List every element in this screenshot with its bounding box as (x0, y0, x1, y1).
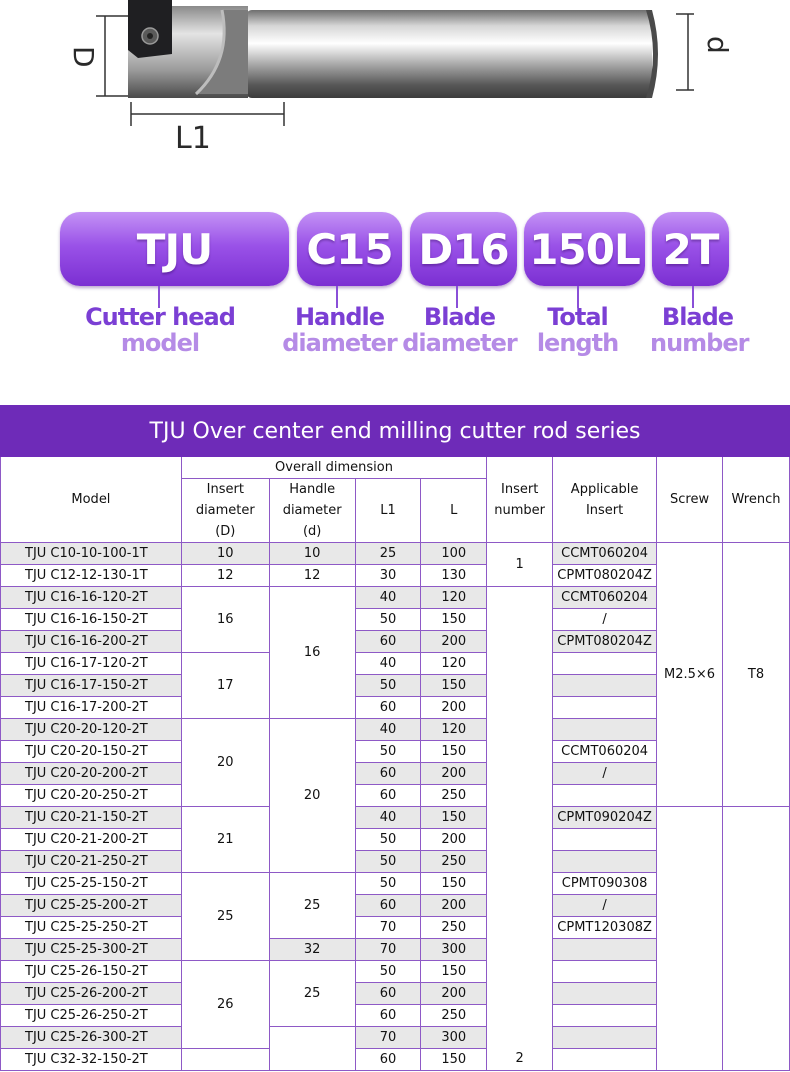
table-row: TJU C20-21-150-2T 21 40 150 CPMT090204Z (1, 807, 790, 829)
table-row: TJU C25-26-250-2T 60 250 (1, 1005, 790, 1027)
header-l1: L1 (355, 479, 421, 543)
caption-cutter-head-model: Cutter head model (85, 303, 235, 357)
insert-number-2: 2 (487, 587, 553, 1071)
table-row: TJU C16-16-200-2T 60 200 CPMT080204Z (1, 631, 790, 653)
dimension-d-label: d (701, 36, 734, 54)
table-row: TJU C25-25-300-2T 32 70 300 (1, 939, 790, 961)
code-segment-model: TJU (60, 212, 289, 286)
code-segment-blade-diameter: D16 (410, 212, 517, 286)
table-row: TJU C16-16-150-2T 50 150 / (1, 609, 790, 631)
header-insert-diameter: Insert diameter (D) (181, 479, 269, 543)
table-row: TJU C16-17-150-2T 50 150 (1, 675, 790, 697)
table-row: TJU C32-32-150-2T 60 150 (1, 1049, 790, 1071)
table-row: TJU C25-25-150-2T 25 25 50 150 CPMT090308 (1, 873, 790, 895)
dimension-L1-label: L1 (175, 121, 211, 156)
table-row: TJU C20-20-250-2T 60 250 (1, 785, 790, 807)
caption-blade-number: Blade number (650, 303, 749, 357)
header-handle-diameter: Handle diameter (d) (269, 479, 355, 543)
table-row: TJU C25-26-150-2T 26 25 50 150 (1, 961, 790, 983)
table-row: TJU C25-25-200-2T 60 200 / (1, 895, 790, 917)
wrench-value: T8 (723, 543, 790, 807)
tool-drawing (0, 0, 790, 160)
table-row: TJU C10-10-100-1T 10 10 25 100 1 CCMT060204 M2.5×6 T8 (1, 543, 790, 565)
code-segment-blade-number: 2T (652, 212, 729, 286)
table-row: TJU C16-16-120-2T 16 16 40 120 2 CCMT060204 (1, 587, 790, 609)
table-row: TJU C20-21-250-2T 50 250 (1, 851, 790, 873)
header-applicable-insert: Applicable Insert (553, 457, 657, 543)
table-row: TJU C12-12-130-1T 12 12 30 130 CPMT080204Z (1, 565, 790, 587)
spec-table (0, 405, 790, 1071)
header-model: Model (1, 457, 182, 543)
header-screw: Screw (657, 457, 723, 543)
caption-blade-diameter: Blade diameter (402, 303, 517, 357)
code-segment-handle: C15 (297, 212, 402, 286)
table-row: TJU C25-26-200-2T 60 200 (1, 983, 790, 1005)
insert-number-1: 1 (487, 543, 553, 587)
table-row: TJU C25-25-250-2T 70 250 CPMT120308Z (1, 917, 790, 939)
table-row: TJU C20-21-200-2T 50 200 (1, 829, 790, 851)
table-row: TJU C20-20-150-2T 50 150 CCMT060204 (1, 741, 790, 763)
header-overall-dimension: Overall dimension (181, 457, 486, 479)
code-segment-length: 150L (524, 212, 645, 286)
table-row: TJU C16-17-200-2T 60 200 (1, 697, 790, 719)
screw-value: M2.5×6 (657, 543, 723, 807)
table-title: TJU Over center end milling cutter rod series (1, 406, 790, 457)
table-row: TJU C20-20-200-2T 60 200 / (1, 763, 790, 785)
caption-total-length: Total length (536, 303, 619, 357)
table-row: TJU C16-17-120-2T 17 40 120 (1, 653, 790, 675)
header-l: L (421, 479, 487, 543)
table-row: TJU C25-26-300-2T 70 300 (1, 1027, 790, 1049)
dimension-D-label: D (67, 46, 100, 68)
insert-icon (128, 0, 172, 58)
table-row: TJU C20-20-120-2T 20 20 40 120 (1, 719, 790, 741)
shank (246, 10, 658, 98)
caption-handle-diameter: Handle diameter (282, 303, 397, 357)
header-insert-number: Insert number (487, 457, 553, 543)
header-wrench: Wrench (723, 457, 790, 543)
